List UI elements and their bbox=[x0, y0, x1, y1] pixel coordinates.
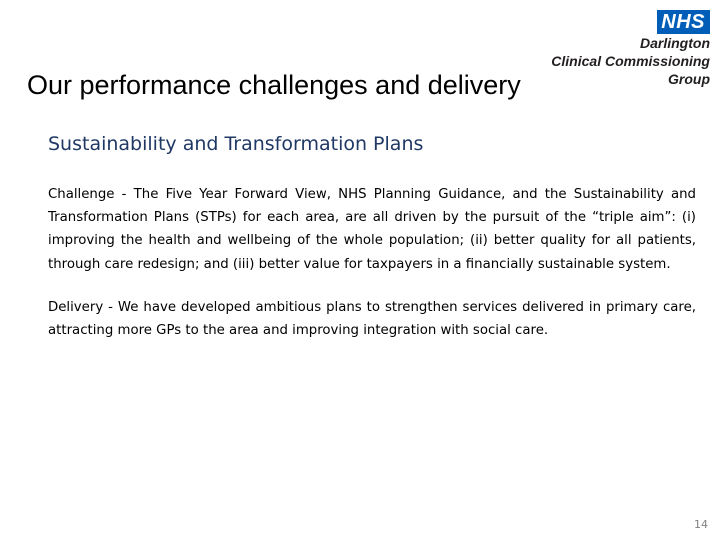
page-title: Our performance challenges and delivery bbox=[27, 70, 521, 100]
page-number: 14 bbox=[694, 518, 708, 531]
nhs-logo bbox=[510, 10, 710, 88]
org-name-line2: Clinical Commissioning Group bbox=[551, 53, 710, 87]
nhs-badge: NHS bbox=[657, 10, 710, 34]
slide-content bbox=[48, 183, 696, 342]
section-heading: Sustainability and Transformation Plans bbox=[48, 133, 424, 155]
org-name-line1: Darlington bbox=[640, 35, 710, 51]
delivery-paragraph bbox=[48, 296, 696, 342]
delivery-label: Delivery bbox=[48, 299, 104, 315]
delivery-text: - We have developed ambitious plans to strengthen services delivered in primary care, attracting more GPs to the area and improving integration with social care. bbox=[48, 299, 696, 339]
challenge-text: - The Five Year Forward View, NHS Planning Guidance, and the Sustainability and Transformation Plans (STPs) for each area, are all driven by the pursuit of the “triple aim”: (i) improving the health and wellbeing of the whole population; (ii) better quality for all patients, through care redesign; and (iii) better value for taxpayers in a financially sustainable system. bbox=[48, 187, 696, 272]
challenge-label: Challenge bbox=[48, 187, 115, 202]
challenge-paragraph bbox=[48, 183, 696, 276]
